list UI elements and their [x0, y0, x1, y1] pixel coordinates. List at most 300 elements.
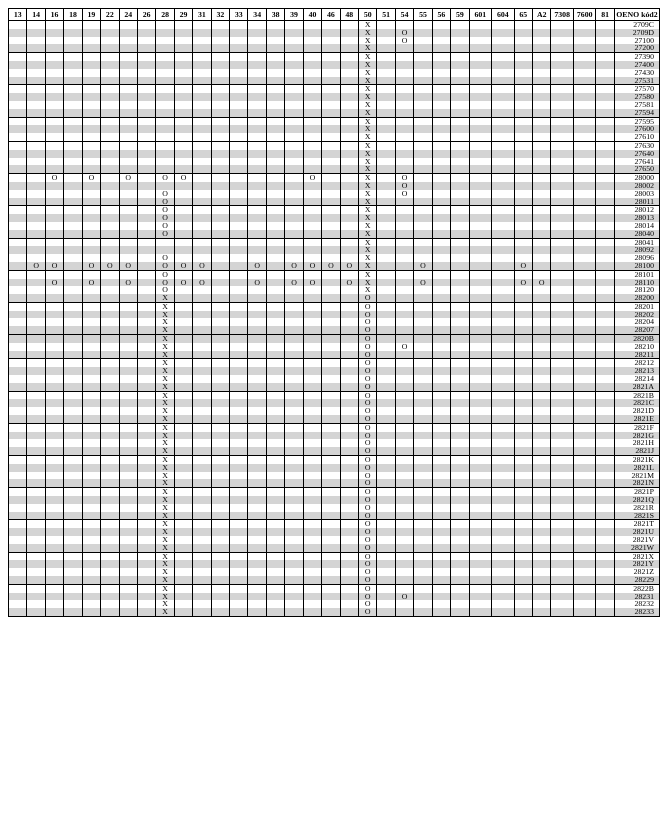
table-cell: X: [359, 85, 377, 93]
table-cell: [377, 141, 395, 149]
table-cell: O: [303, 262, 321, 270]
table-cell: [211, 528, 229, 536]
table-cell: [573, 117, 596, 125]
table-cell: [340, 133, 358, 141]
table-cell: [514, 206, 532, 214]
table-cell: [101, 222, 119, 230]
table-cell: [377, 343, 395, 351]
table-cell: [395, 375, 413, 383]
table-cell: [596, 85, 614, 93]
table-cell: [45, 375, 63, 383]
table-cell: [27, 447, 45, 455]
table-cell: [119, 399, 137, 407]
table-cell: [248, 206, 266, 214]
table-cell: [266, 262, 284, 270]
table-cell: O: [156, 230, 174, 238]
table-cell: X: [156, 544, 174, 552]
table-cell: [395, 109, 413, 117]
table-cell: [211, 520, 229, 528]
table-cell: [551, 576, 574, 584]
table-cell: [303, 53, 321, 61]
table-cell: [9, 125, 27, 133]
table-cell: [596, 101, 614, 109]
table-cell: [322, 335, 340, 343]
table-cell: [82, 182, 100, 190]
column-header: 29: [174, 9, 192, 21]
table-cell: [414, 560, 432, 568]
table-cell: X: [156, 447, 174, 455]
table-cell: [101, 270, 119, 278]
table-cell: [303, 544, 321, 552]
table-cell: [119, 568, 137, 576]
table-cell: [230, 576, 248, 584]
table-cell: [322, 198, 340, 206]
table-cell: O: [156, 198, 174, 206]
table-cell: [596, 576, 614, 584]
table-cell: [377, 109, 395, 117]
oeno-code-cell: 27630: [614, 141, 659, 149]
table-cell: [248, 190, 266, 198]
table-cell: X: [359, 230, 377, 238]
table-cell: [451, 351, 469, 359]
table-cell: [377, 456, 395, 464]
table-cell: [266, 279, 284, 287]
table-cell: [596, 496, 614, 504]
table-row: [9, 479, 660, 487]
table-cell: [533, 294, 551, 302]
table-cell: [469, 182, 492, 190]
table-row: [9, 439, 660, 447]
table-cell: [230, 552, 248, 560]
table-cell: [322, 512, 340, 520]
table-cell: [9, 367, 27, 375]
table-cell: [340, 158, 358, 166]
table-cell: [193, 407, 211, 415]
table-cell: [119, 520, 137, 528]
table-cell: [492, 133, 515, 141]
table-cell: [533, 600, 551, 608]
table-row: [9, 584, 660, 592]
table-cell: [514, 552, 532, 560]
table-cell: [573, 214, 596, 222]
table-cell: [551, 375, 574, 383]
table-cell: [211, 407, 229, 415]
column-header: 34: [248, 9, 266, 21]
table-cell: [377, 294, 395, 302]
table-cell: [9, 407, 27, 415]
table-cell: [303, 407, 321, 415]
table-cell: [119, 351, 137, 359]
table-cell: [27, 552, 45, 560]
table-cell: [551, 174, 574, 182]
table-cell: [230, 279, 248, 287]
table-cell: [285, 472, 303, 480]
table-cell: [230, 391, 248, 399]
oeno-code-cell: 28092: [614, 246, 659, 254]
table-cell: [82, 407, 100, 415]
oeno-code-cell: 28002: [614, 182, 659, 190]
table-cell: [248, 198, 266, 206]
table-cell: [303, 198, 321, 206]
table-cell: [101, 165, 119, 173]
table-cell: [285, 214, 303, 222]
table-cell: [266, 198, 284, 206]
table-cell: [551, 568, 574, 576]
column-header: 16: [45, 9, 63, 21]
table-cell: [230, 504, 248, 512]
table-cell: [137, 512, 155, 520]
table-cell: [573, 593, 596, 601]
table-cell: [451, 61, 469, 69]
oeno-code-cell: 2820B: [614, 335, 659, 343]
table-cell: [469, 150, 492, 158]
table-cell: X: [359, 44, 377, 52]
table-cell: [285, 133, 303, 141]
table-cell: [230, 69, 248, 77]
table-row: [9, 37, 660, 45]
table-cell: [266, 230, 284, 238]
oeno-code-cell: 2821B: [614, 391, 659, 399]
table-cell: [514, 504, 532, 512]
table-cell: [119, 141, 137, 149]
table-cell: [119, 133, 137, 141]
table-cell: [64, 439, 82, 447]
table-cell: [340, 117, 358, 125]
table-cell: [322, 351, 340, 359]
table-cell: [64, 85, 82, 93]
table-cell: [248, 560, 266, 568]
table-cell: [211, 326, 229, 334]
table-cell: [395, 560, 413, 568]
table-cell: [137, 504, 155, 512]
table-cell: O: [359, 456, 377, 464]
table-cell: O: [359, 367, 377, 375]
table-cell: [27, 174, 45, 182]
table-cell: [551, 44, 574, 52]
table-cell: [596, 77, 614, 85]
table-cell: [432, 61, 450, 69]
table-row: [9, 608, 660, 616]
table-cell: [340, 53, 358, 61]
table-cell: [514, 439, 532, 447]
table-cell: [64, 101, 82, 109]
table-cell: [174, 407, 192, 415]
table-cell: [395, 230, 413, 238]
table-cell: [64, 528, 82, 536]
table-cell: [451, 520, 469, 528]
table-cell: [211, 125, 229, 133]
table-cell: [137, 190, 155, 198]
table-cell: [101, 504, 119, 512]
table-row: [9, 536, 660, 544]
table-cell: [514, 375, 532, 383]
table-cell: [340, 367, 358, 375]
table-cell: [340, 165, 358, 173]
table-cell: [248, 53, 266, 61]
table-cell: [533, 391, 551, 399]
table-cell: [211, 488, 229, 496]
table-cell: [9, 576, 27, 584]
table-cell: [340, 399, 358, 407]
table-cell: [27, 254, 45, 262]
table-cell: [573, 246, 596, 254]
table-cell: [514, 576, 532, 584]
table-cell: [137, 93, 155, 101]
table-cell: [303, 21, 321, 29]
table-cell: [432, 584, 450, 592]
table-cell: [101, 21, 119, 29]
table-cell: [266, 399, 284, 407]
table-cell: [432, 37, 450, 45]
table-cell: [322, 270, 340, 278]
table-cell: [469, 93, 492, 101]
table-cell: [137, 262, 155, 270]
oeno-code-cell: 2821Y: [614, 560, 659, 568]
table-cell: [82, 456, 100, 464]
table-cell: [285, 399, 303, 407]
oeno-code-cell: 28211: [614, 351, 659, 359]
table-cell: [248, 479, 266, 487]
table-cell: [322, 600, 340, 608]
table-cell: [174, 528, 192, 536]
table-cell: [266, 101, 284, 109]
table-cell: [27, 133, 45, 141]
table-cell: [266, 504, 284, 512]
table-cell: [64, 407, 82, 415]
table-cell: O: [395, 190, 413, 198]
table-cell: [211, 262, 229, 270]
table-cell: [303, 254, 321, 262]
table-cell: [596, 520, 614, 528]
table-cell: [377, 552, 395, 560]
table-cell: [82, 528, 100, 536]
table-cell: [395, 447, 413, 455]
table-cell: [45, 343, 63, 351]
table-cell: [285, 238, 303, 246]
table-cell: [82, 198, 100, 206]
table-cell: [230, 21, 248, 29]
table-cell: [451, 294, 469, 302]
table-cell: [101, 568, 119, 576]
table-cell: [285, 593, 303, 601]
table-cell: [303, 311, 321, 319]
table-cell: [230, 496, 248, 504]
table-cell: X: [359, 69, 377, 77]
table-cell: [596, 141, 614, 149]
column-header: 38: [266, 9, 284, 21]
table-cell: [414, 343, 432, 351]
table-cell: [551, 165, 574, 173]
table-cell: [27, 391, 45, 399]
table-cell: [156, 182, 174, 190]
table-cell: [451, 198, 469, 206]
table-cell: [533, 407, 551, 415]
table-cell: [303, 37, 321, 45]
table-cell: [248, 496, 266, 504]
table-cell: [469, 608, 492, 616]
table-cell: [248, 117, 266, 125]
table-cell: [551, 512, 574, 520]
table-cell: [193, 93, 211, 101]
table-cell: [533, 520, 551, 528]
table-cell: [414, 576, 432, 584]
oeno-code-cell: 2821K: [614, 456, 659, 464]
table-cell: [9, 262, 27, 270]
table-cell: [230, 246, 248, 254]
table-cell: [27, 343, 45, 351]
table-cell: [573, 432, 596, 440]
table-cell: [45, 69, 63, 77]
table-cell: [174, 351, 192, 359]
table-cell: [492, 206, 515, 214]
table-cell: [9, 37, 27, 45]
table-cell: [340, 311, 358, 319]
table-cell: [9, 61, 27, 69]
table-cell: [193, 61, 211, 69]
table-cell: [533, 44, 551, 52]
table-cell: [119, 423, 137, 431]
table-cell: [469, 318, 492, 326]
table-cell: [64, 69, 82, 77]
table-cell: [193, 117, 211, 125]
table-cell: X: [359, 198, 377, 206]
table-cell: [596, 512, 614, 520]
table-cell: [596, 439, 614, 447]
table-cell: O: [359, 536, 377, 544]
table-cell: [303, 150, 321, 158]
table-cell: [573, 125, 596, 133]
table-cell: [137, 593, 155, 601]
table-cell: O: [359, 359, 377, 367]
table-cell: [432, 528, 450, 536]
table-cell: [137, 552, 155, 560]
table-cell: [248, 318, 266, 326]
table-cell: O: [359, 568, 377, 576]
table-cell: [119, 270, 137, 278]
table-row: [9, 520, 660, 528]
table-cell: [432, 44, 450, 52]
table-cell: [211, 584, 229, 592]
table-cell: [514, 117, 532, 125]
table-cell: [285, 528, 303, 536]
table-cell: [27, 472, 45, 480]
table-cell: [119, 21, 137, 29]
table-cell: [119, 383, 137, 391]
table-cell: [414, 29, 432, 37]
table-cell: [469, 286, 492, 294]
table-cell: [303, 61, 321, 69]
table-cell: [377, 528, 395, 536]
table-cell: [230, 600, 248, 608]
table-cell: [193, 456, 211, 464]
table-cell: [551, 399, 574, 407]
table-cell: [45, 206, 63, 214]
table-cell: [211, 286, 229, 294]
table-cell: [137, 158, 155, 166]
table-cell: [9, 479, 27, 487]
table-cell: [266, 21, 284, 29]
table-cell: [469, 335, 492, 343]
table-cell: [45, 302, 63, 310]
table-cell: [64, 206, 82, 214]
table-cell: [322, 246, 340, 254]
table-cell: [303, 584, 321, 592]
table-cell: [414, 367, 432, 375]
table-cell: O: [395, 174, 413, 182]
table-cell: [303, 415, 321, 423]
table-cell: [596, 165, 614, 173]
table-cell: [9, 158, 27, 166]
table-cell: [193, 593, 211, 601]
table-cell: [137, 560, 155, 568]
table-cell: [451, 318, 469, 326]
table-cell: [27, 21, 45, 29]
table-cell: [377, 600, 395, 608]
table-cell: [119, 488, 137, 496]
table-cell: [432, 77, 450, 85]
table-cell: [27, 367, 45, 375]
table-cell: [193, 464, 211, 472]
table-cell: [414, 294, 432, 302]
table-cell: [451, 125, 469, 133]
table-cell: [156, 29, 174, 37]
table-row: [9, 198, 660, 206]
table-cell: [45, 37, 63, 45]
table-cell: O: [359, 520, 377, 528]
table-cell: [432, 311, 450, 319]
table-cell: [193, 351, 211, 359]
table-cell: [340, 432, 358, 440]
table-cell: [414, 536, 432, 544]
table-cell: [45, 311, 63, 319]
table-cell: [27, 359, 45, 367]
table-cell: [551, 270, 574, 278]
table-cell: [119, 37, 137, 45]
table-cell: [101, 343, 119, 351]
table-cell: [303, 101, 321, 109]
table-cell: [266, 206, 284, 214]
table-cell: [377, 77, 395, 85]
table-cell: [340, 593, 358, 601]
table-cell: [27, 125, 45, 133]
table-cell: O: [359, 544, 377, 552]
table-cell: [340, 318, 358, 326]
table-cell: [303, 93, 321, 101]
table-cell: [303, 165, 321, 173]
table-cell: [492, 407, 515, 415]
table-cell: [533, 311, 551, 319]
table-cell: [377, 359, 395, 367]
table-cell: [101, 560, 119, 568]
table-cell: [340, 29, 358, 37]
table-cell: [119, 302, 137, 310]
table-cell: [193, 472, 211, 480]
table-cell: [596, 593, 614, 601]
table-cell: [101, 206, 119, 214]
table-cell: [432, 600, 450, 608]
oeno-code-cell: 28014: [614, 222, 659, 230]
table-cell: [101, 214, 119, 222]
table-cell: [533, 270, 551, 278]
table-cell: [469, 262, 492, 270]
table-cell: [64, 536, 82, 544]
table-cell: O: [45, 279, 63, 287]
table-row: [9, 576, 660, 584]
table-cell: [432, 133, 450, 141]
table-cell: [174, 593, 192, 601]
table-cell: [432, 214, 450, 222]
table-cell: [377, 568, 395, 576]
